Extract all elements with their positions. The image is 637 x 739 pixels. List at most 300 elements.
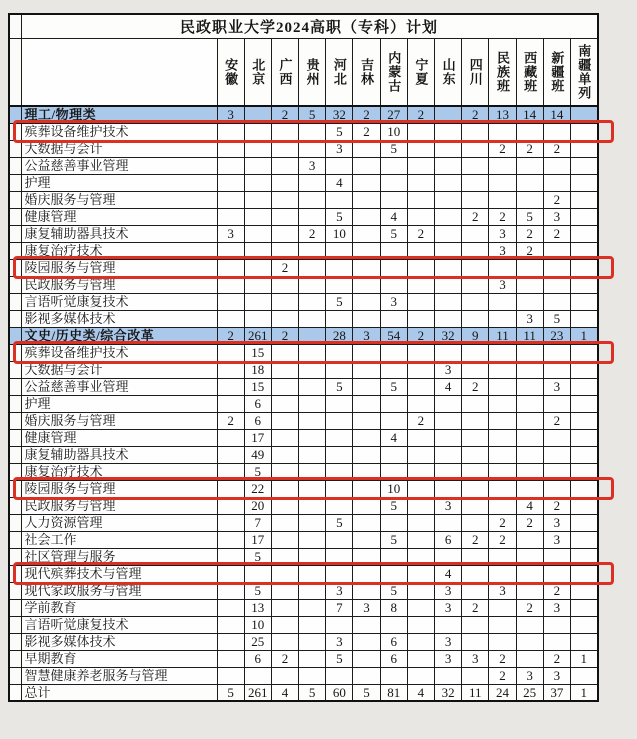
plan-count-cell	[570, 259, 597, 276]
plan-count-cell	[570, 429, 597, 446]
row-label: 现代殡葬技术与管理	[21, 565, 217, 582]
plan-count-cell	[380, 514, 407, 531]
plan-count-cell	[271, 310, 298, 327]
plan-count-cell	[326, 446, 353, 463]
plan-count-cell	[299, 514, 326, 531]
plan-count-cell: 5	[380, 140, 407, 157]
plan-count-cell	[217, 480, 244, 497]
plan-count-cell	[407, 463, 434, 480]
plan-count-cell: 15	[244, 378, 271, 395]
plan-count-cell	[326, 242, 353, 259]
plan-count-cell	[353, 344, 380, 361]
plan-count-cell	[407, 531, 434, 548]
plan-count-cell	[244, 225, 271, 242]
plan-count-cell	[217, 667, 244, 684]
row-label: 康复辅助器具技术	[21, 225, 217, 242]
plan-count-cell	[570, 446, 597, 463]
plan-count-cell: 2	[516, 140, 543, 157]
plan-count-cell: 6	[244, 395, 271, 412]
plan-count-cell: 20	[244, 497, 271, 514]
cutoff-edge-cell	[9, 480, 21, 497]
plan-count-cell	[570, 293, 597, 310]
plan-count-cell: 2	[353, 123, 380, 140]
plan-count-cell	[271, 378, 298, 395]
enrollment-plan-table	[8, 13, 599, 702]
plan-count-cell	[244, 157, 271, 174]
row-label: 康复辅助器具技术	[21, 446, 217, 463]
plan-count-cell: 10	[380, 480, 407, 497]
section-header-row	[9, 106, 598, 123]
plan-count-cell	[516, 531, 543, 548]
cutoff-edge-cell	[9, 106, 21, 123]
plan-count-cell: 3	[299, 157, 326, 174]
row-label: 总计	[21, 684, 217, 701]
plan-count-cell: 3	[489, 225, 516, 242]
plan-count-cell	[462, 395, 489, 412]
row-label: 健康管理	[21, 208, 217, 225]
row-label: 婚庆服务与管理	[21, 191, 217, 208]
plan-count-cell	[462, 565, 489, 582]
plan-count-cell	[271, 412, 298, 429]
plan-count-cell	[380, 667, 407, 684]
plan-count-cell	[407, 446, 434, 463]
cutoff-edge-cell	[9, 259, 21, 276]
cutoff-edge-cell	[9, 14, 21, 38]
plan-count-cell	[570, 565, 597, 582]
province-column-header: 内蒙古	[380, 38, 407, 106]
plan-count-cell	[217, 395, 244, 412]
plan-count-cell: 25	[516, 684, 543, 701]
cutoff-edge-cell	[9, 208, 21, 225]
plan-count-cell	[299, 650, 326, 667]
plan-count-cell	[407, 191, 434, 208]
plan-count-cell	[462, 140, 489, 157]
plan-count-cell	[217, 344, 244, 361]
row-label: 言语听觉康复技术	[21, 616, 217, 633]
plan-count-cell: 3	[543, 667, 570, 684]
plan-count-cell	[489, 480, 516, 497]
plan-count-cell: 2	[489, 667, 516, 684]
plan-count-cell	[407, 667, 434, 684]
plan-count-cell: 4	[435, 378, 462, 395]
plan-count-cell	[516, 480, 543, 497]
plan-count-cell	[435, 106, 462, 123]
cutoff-edge-cell	[9, 344, 21, 361]
plan-count-cell	[435, 123, 462, 140]
plan-count-cell	[299, 429, 326, 446]
cutoff-edge-cell	[9, 599, 21, 616]
plan-count-cell: 2	[543, 650, 570, 667]
plan-count-cell	[462, 616, 489, 633]
major-row	[9, 344, 598, 361]
plan-count-cell	[543, 361, 570, 378]
plan-count-cell	[407, 242, 434, 259]
plan-count-cell	[299, 548, 326, 565]
plan-count-cell	[435, 293, 462, 310]
plan-count-cell	[380, 259, 407, 276]
major-row	[9, 616, 598, 633]
plan-count-cell: 5	[380, 378, 407, 395]
plan-count-cell	[271, 429, 298, 446]
plan-count-cell	[380, 310, 407, 327]
plan-count-cell: 5	[543, 310, 570, 327]
plan-count-cell	[516, 361, 543, 378]
cutoff-edge-cell	[9, 616, 21, 633]
plan-count-cell	[244, 191, 271, 208]
plan-count-cell: 4	[407, 684, 434, 701]
plan-count-cell	[407, 650, 434, 667]
cutoff-edge-cell	[9, 446, 21, 463]
plan-count-cell	[299, 327, 326, 344]
plan-count-cell	[299, 412, 326, 429]
row-label: 民政服务与管理	[21, 276, 217, 293]
row-label: 康复治疗技术	[21, 242, 217, 259]
plan-count-cell	[462, 157, 489, 174]
plan-count-cell	[516, 446, 543, 463]
plan-count-cell	[380, 548, 407, 565]
plan-count-cell	[516, 378, 543, 395]
plan-count-cell	[271, 344, 298, 361]
plan-count-cell	[380, 565, 407, 582]
plan-count-cell	[353, 463, 380, 480]
plan-count-cell	[462, 514, 489, 531]
plan-count-cell	[516, 123, 543, 140]
plan-count-cell	[299, 395, 326, 412]
plan-count-cell: 11	[462, 684, 489, 701]
plan-count-cell	[570, 242, 597, 259]
plan-count-cell: 3	[435, 633, 462, 650]
row-label: 现代家政服务与管理	[21, 582, 217, 599]
total-row	[9, 684, 598, 701]
plan-count-cell: 3	[326, 633, 353, 650]
plan-count-cell: 5	[326, 293, 353, 310]
province-column-header: 广西	[271, 38, 298, 106]
plan-count-cell: 2	[271, 650, 298, 667]
plan-count-cell	[380, 412, 407, 429]
plan-count-cell	[353, 616, 380, 633]
plan-count-cell	[326, 157, 353, 174]
plan-count-cell: 5	[299, 684, 326, 701]
plan-count-cell	[244, 259, 271, 276]
plan-count-cell	[435, 140, 462, 157]
plan-count-cell	[435, 259, 462, 276]
plan-count-cell	[489, 412, 516, 429]
plan-count-cell	[435, 310, 462, 327]
cutoff-edge-cell	[9, 633, 21, 650]
plan-count-cell	[462, 310, 489, 327]
plan-count-cell	[489, 123, 516, 140]
plan-count-cell	[435, 276, 462, 293]
plan-count-cell: 37	[543, 684, 570, 701]
plan-count-cell	[353, 531, 380, 548]
plan-count-cell	[299, 361, 326, 378]
plan-count-cell	[380, 242, 407, 259]
plan-count-cell	[326, 531, 353, 548]
major-row	[9, 412, 598, 429]
plan-count-cell	[271, 548, 298, 565]
plan-count-cell	[353, 633, 380, 650]
plan-count-cell	[353, 667, 380, 684]
row-label: 护理	[21, 174, 217, 191]
plan-count-cell	[326, 565, 353, 582]
plan-count-cell	[271, 140, 298, 157]
plan-count-cell	[543, 344, 570, 361]
plan-count-cell: 60	[326, 684, 353, 701]
plan-count-cell	[271, 599, 298, 616]
plan-count-cell	[299, 310, 326, 327]
plan-count-cell: 8	[380, 599, 407, 616]
plan-count-cell: 2	[299, 225, 326, 242]
plan-count-cell	[217, 208, 244, 225]
plan-count-cell	[570, 310, 597, 327]
plan-count-cell	[353, 378, 380, 395]
plan-count-cell	[489, 395, 516, 412]
plan-count-cell	[380, 276, 407, 293]
plan-count-cell	[435, 412, 462, 429]
plan-count-cell: 2	[543, 140, 570, 157]
plan-count-cell	[271, 361, 298, 378]
plan-count-cell	[217, 650, 244, 667]
plan-count-cell	[407, 276, 434, 293]
plan-count-cell	[217, 361, 244, 378]
plan-count-cell: 3	[489, 276, 516, 293]
plan-count-cell	[353, 565, 380, 582]
province-column-header: 北京	[244, 38, 271, 106]
plan-count-cell	[516, 548, 543, 565]
plan-count-cell: 6	[244, 412, 271, 429]
plan-count-cell: 49	[244, 446, 271, 463]
plan-count-cell	[570, 378, 597, 395]
plan-count-cell	[353, 174, 380, 191]
plan-count-cell: 5	[217, 684, 244, 701]
row-label: 陵园服务与管理	[21, 259, 217, 276]
cutoff-edge-cell	[9, 378, 21, 395]
plan-count-cell	[570, 157, 597, 174]
cutoff-edge-cell	[9, 548, 21, 565]
cutoff-edge-cell	[9, 293, 21, 310]
plan-count-cell	[407, 378, 434, 395]
plan-count-cell: 10	[380, 123, 407, 140]
plan-count-cell: 11	[516, 327, 543, 344]
major-row	[9, 497, 598, 514]
row-label: 殡葬设备维护技术	[21, 344, 217, 361]
plan-count-cell	[435, 429, 462, 446]
plan-count-cell	[326, 480, 353, 497]
plan-count-cell: 4	[516, 497, 543, 514]
plan-count-cell: 2	[217, 412, 244, 429]
plan-count-cell	[543, 157, 570, 174]
plan-count-cell	[407, 599, 434, 616]
plan-count-cell	[462, 497, 489, 514]
plan-count-cell	[326, 310, 353, 327]
major-row	[9, 650, 598, 667]
plan-count-cell	[462, 361, 489, 378]
plan-count-cell	[353, 276, 380, 293]
plan-count-cell	[489, 497, 516, 514]
plan-count-cell	[407, 616, 434, 633]
row-label: 康复治疗技术	[21, 463, 217, 480]
plan-count-cell: 2	[489, 140, 516, 157]
plan-count-cell	[217, 378, 244, 395]
plan-count-cell	[543, 548, 570, 565]
plan-count-cell	[489, 157, 516, 174]
plan-count-cell: 4	[435, 565, 462, 582]
plan-count-cell: 2	[271, 259, 298, 276]
row-label: 护理	[21, 395, 217, 412]
plan-count-cell: 6	[380, 650, 407, 667]
plan-count-cell	[543, 565, 570, 582]
plan-count-cell: 5	[380, 582, 407, 599]
plan-count-cell: 5	[380, 225, 407, 242]
plan-count-cell: 5	[326, 514, 353, 531]
plan-count-cell	[380, 191, 407, 208]
row-label: 言语听觉康复技术	[21, 293, 217, 310]
plan-count-cell	[435, 395, 462, 412]
plan-count-cell: 2	[462, 106, 489, 123]
plan-count-cell: 3	[217, 225, 244, 242]
plan-count-cell	[570, 191, 597, 208]
cutoff-edge-cell	[9, 242, 21, 259]
plan-count-cell	[435, 174, 462, 191]
cutoff-edge-cell	[9, 157, 21, 174]
plan-count-cell	[462, 548, 489, 565]
plan-count-cell	[570, 616, 597, 633]
cutoff-edge-cell	[9, 463, 21, 480]
plan-count-cell	[489, 446, 516, 463]
major-row	[9, 293, 598, 310]
row-label: 影视多媒体技术	[21, 633, 217, 650]
major-row	[9, 208, 598, 225]
plan-count-cell	[217, 157, 244, 174]
plan-count-cell: 14	[543, 106, 570, 123]
plan-count-cell	[299, 565, 326, 582]
plan-count-cell	[380, 395, 407, 412]
major-row	[9, 225, 598, 242]
plan-count-cell	[543, 616, 570, 633]
plan-count-cell: 3	[489, 582, 516, 599]
plan-count-cell	[380, 157, 407, 174]
plan-count-cell	[217, 446, 244, 463]
plan-count-cell	[435, 514, 462, 531]
plan-count-cell	[353, 191, 380, 208]
province-column-header: 安徽	[217, 38, 244, 106]
plan-count-cell	[244, 293, 271, 310]
major-row	[9, 378, 598, 395]
major-row	[9, 276, 598, 293]
plan-count-cell: 261	[244, 327, 271, 344]
row-label: 大数据与会计	[21, 140, 217, 157]
plan-count-cell	[217, 242, 244, 259]
plan-count-cell: 24	[489, 684, 516, 701]
plan-count-cell	[570, 548, 597, 565]
plan-count-cell	[489, 174, 516, 191]
plan-count-cell	[462, 429, 489, 446]
plan-count-cell	[326, 412, 353, 429]
plan-count-cell	[271, 157, 298, 174]
plan-count-cell	[244, 310, 271, 327]
plan-count-cell	[271, 480, 298, 497]
cutoff-edge-cell	[9, 276, 21, 293]
plan-count-cell: 2	[407, 106, 434, 123]
major-row	[9, 259, 598, 276]
plan-count-cell	[516, 412, 543, 429]
plan-count-cell: 2	[271, 106, 298, 123]
plan-count-cell	[353, 293, 380, 310]
plan-count-cell	[489, 565, 516, 582]
plan-count-cell: 9	[462, 327, 489, 344]
plan-count-cell	[543, 480, 570, 497]
province-column-header: 贵州	[299, 38, 326, 106]
cutoff-edge-cell	[9, 174, 21, 191]
plan-count-cell: 2	[462, 208, 489, 225]
plan-count-cell	[489, 259, 516, 276]
plan-count-cell	[217, 123, 244, 140]
plan-count-cell: 2	[489, 514, 516, 531]
plan-count-cell	[217, 429, 244, 446]
plan-table-wrapper	[8, 13, 599, 702]
major-row	[9, 191, 598, 208]
plan-count-cell	[326, 497, 353, 514]
cutoff-edge-cell	[9, 225, 21, 242]
plan-count-cell: 3	[489, 242, 516, 259]
plan-count-cell	[543, 174, 570, 191]
plan-count-cell	[435, 191, 462, 208]
title-row	[9, 14, 598, 38]
major-row	[9, 446, 598, 463]
province-column-header: 河北	[326, 38, 353, 106]
plan-count-cell	[326, 616, 353, 633]
plan-count-cell	[326, 361, 353, 378]
plan-count-cell	[543, 123, 570, 140]
plan-count-cell	[489, 310, 516, 327]
province-column-header: 宁夏	[407, 38, 434, 106]
plan-count-cell: 3	[543, 531, 570, 548]
plan-count-cell	[435, 480, 462, 497]
plan-count-cell: 81	[380, 684, 407, 701]
plan-count-cell	[516, 293, 543, 310]
plan-count-cell	[407, 548, 434, 565]
plan-count-cell	[462, 412, 489, 429]
plan-count-cell	[217, 463, 244, 480]
plan-count-cell	[299, 446, 326, 463]
plan-count-cell	[462, 582, 489, 599]
plan-count-cell: 2	[543, 412, 570, 429]
plan-count-cell	[299, 599, 326, 616]
plan-count-cell: 2	[516, 225, 543, 242]
plan-count-cell	[462, 225, 489, 242]
province-column-header: 南疆单列	[570, 38, 597, 106]
plan-count-cell	[407, 208, 434, 225]
plan-count-cell	[299, 633, 326, 650]
plan-count-cell	[489, 191, 516, 208]
row-label: 公益慈善事业管理	[21, 378, 217, 395]
plan-count-cell	[353, 497, 380, 514]
plan-count-cell: 2	[407, 225, 434, 242]
plan-count-cell	[407, 395, 434, 412]
cutoff-edge-cell	[9, 684, 21, 701]
table-title: 民政职业大学2024高职（专科）计划	[21, 14, 598, 38]
province-column-header: 吉林	[353, 38, 380, 106]
plan-count-cell	[299, 582, 326, 599]
plan-count-cell: 4	[326, 174, 353, 191]
plan-count-cell	[217, 633, 244, 650]
plan-count-cell	[244, 174, 271, 191]
plan-count-cell: 3	[326, 582, 353, 599]
plan-count-cell	[299, 480, 326, 497]
plan-count-cell	[462, 242, 489, 259]
plan-count-cell	[570, 140, 597, 157]
plan-count-cell	[217, 565, 244, 582]
